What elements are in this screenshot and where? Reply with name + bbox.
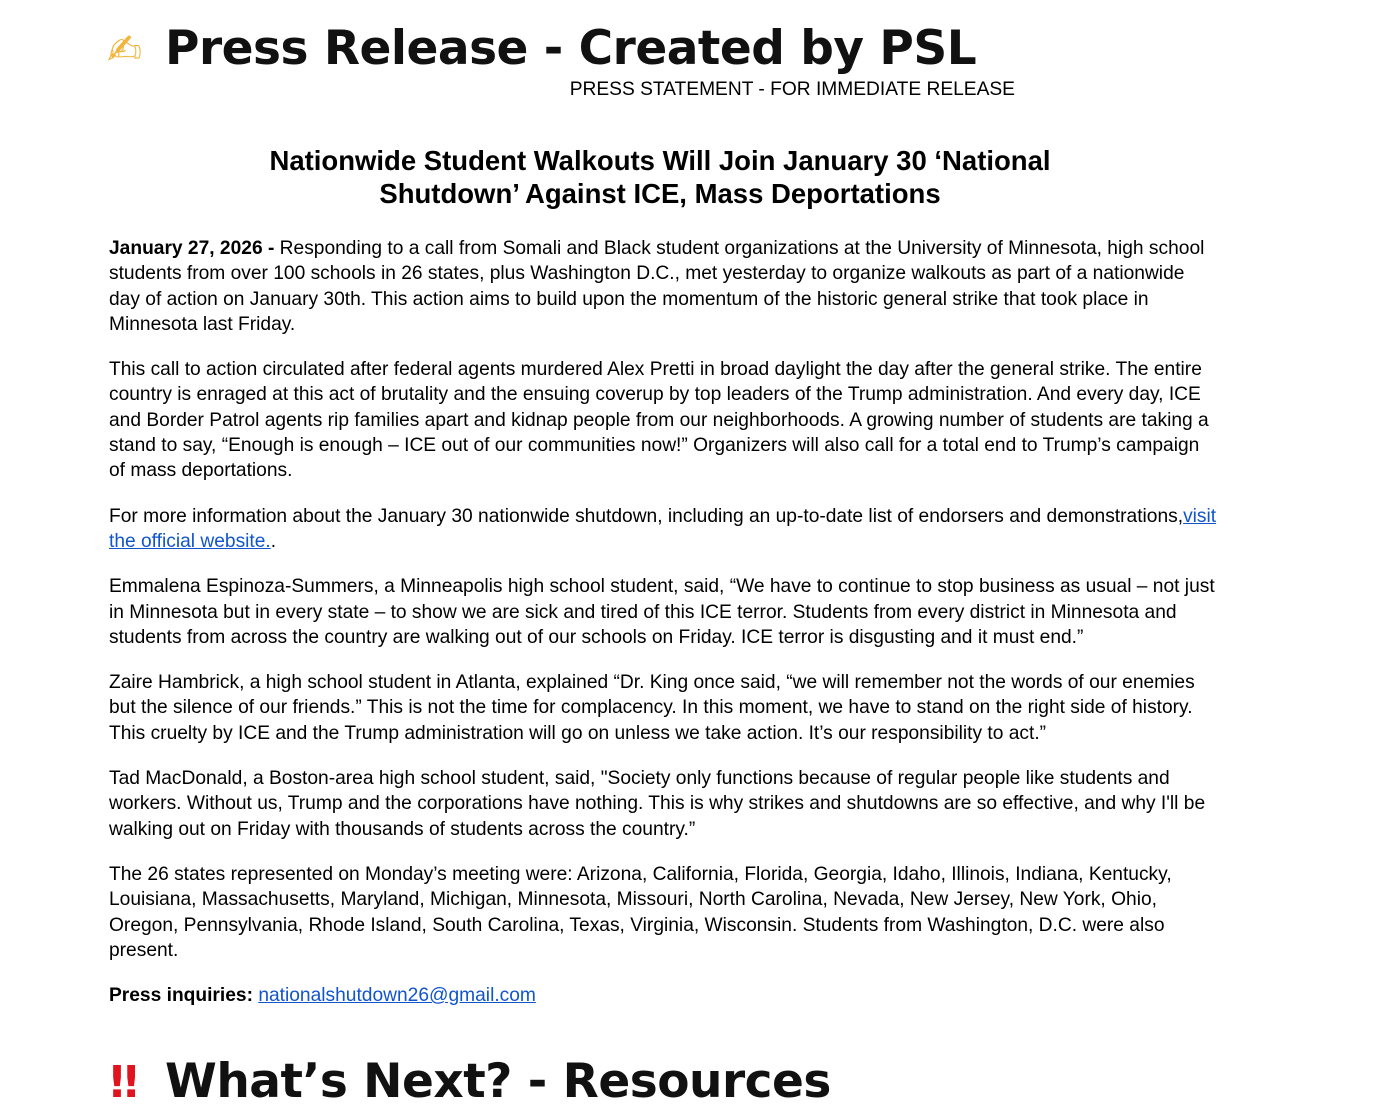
document-title-line-2: Shutdown’ Against ICE, Mass Deportations — [379, 178, 941, 209]
press-release-heading — [107, 21, 976, 78]
paragraph-intro-text: Responding to a call from Somali and Black student organizations at the University of Minnesota, high school students from over 100 schools in 26 states, plus Washington D.C., met yesterday to organize walkouts as part of a nationwide day of action on January 30th. This action aims to build upon the momentum of the historic general strike that took place in Minnesota last Friday. — [109, 238, 1205, 335]
paragraph-more-info — [109, 504, 1219, 555]
press-email-link[interactable]: nationalshutdown26@gmail.com — [258, 985, 536, 1007]
more-info-end: . — [270, 530, 277, 552]
official-website-link[interactable]: visit the official website. — [109, 505, 1217, 552]
whats-next-heading — [107, 1054, 831, 1111]
paragraph-quote-macdonald: Tad MacDonald, a Boston-area high school student, said, "Society only functions because of regular people like students and workers. Without us, Trump and the corporations have nothing. This is why strikes and shutdowns are so effective, and why I'll be walking out on Friday with thousands of students across the country.” — [109, 768, 1206, 840]
paragraph-states: The 26 states represented on Monday’s meeting were: Arizona, California, Florida, Georgia, Idaho, Illinois, Indiana, Kentucky, Louisiana, Massachusetts, Maryland, Michigan, Minnesota, Missouri, North Carolina, Nevada, New Jersey, New York, Ohio, Oregon, Pennsylvania, Rhode Island, South Carolina, Texas, Virginia, Wisconsin. Students from Washington, D.C. were also present. — [109, 863, 1172, 961]
paragraph-context: This call to action circulated after federal agents murdered Alex Pretti in broad daylight the day after the general strike. The entire country is enraged at this act of brutality and the ensuing coverup by top leaders of the Trump administration. And every day, ICE and Border Patrol agents rip families apart and kidnap people from our neighborhoods. A growing number of students are taking a stand to say, “Enough is enough – ICE out of our communities now!” Organizers will also call for a total end to Trump’s campaign of mass deportations. — [109, 359, 1209, 482]
paragraph-quote-espinoza: Emmalena Espinoza-Summers, a Minneapolis high school student, said, “We have to continue to stop business as usual – not just in Minnesota but in every state – to show we are sick and tired of this ICE terror. Students from every district in Minnesota and students from across the country are walking out of our schools on Friday. ICE terror is disgusting and it must end.” — [109, 576, 1215, 648]
press-statement-label: PRESS STATEMENT - FOR IMMEDIATE RELEASE — [569, 79, 1015, 100]
document-title-line-1: Nationwide Student Walkouts Will Join January 30 ‘National — [269, 145, 1051, 176]
writing-hand-icon: ✍ — [107, 25, 142, 74]
document-title — [109, 144, 1219, 210]
more-info-text: For more information about the January 30 nationwide shutdown, including an up-to-date list of endorsers and demonstrations, — [109, 505, 1184, 527]
release-date: January 27, 2026 - — [109, 238, 275, 259]
press-release-document — [109, 76, 1219, 1008]
paragraph-intro — [109, 236, 1219, 337]
press-release-heading-text: Press Release - Created by PSL — [165, 21, 977, 76]
double-exclamation-icon: !! — [107, 1057, 136, 1108]
press-inquiries-label: Press inquiries: — [109, 985, 253, 1007]
press-inquiries — [109, 983, 1219, 1008]
paragraph-quote-hambrick: Zaire Hambrick, a high school student in Atlanta, explained “Dr. King once said, “we will remember not the words of our enemies but the silence of our friends.” This is not the time for complacency. In this moment, we have to stand on the right side of history. This cruelty by ICE and the Trump administration will go on unless we take action. It’s our responsibility to act.” — [109, 672, 1195, 744]
whats-next-heading-text: What’s Next? - Resources — [165, 1054, 831, 1109]
